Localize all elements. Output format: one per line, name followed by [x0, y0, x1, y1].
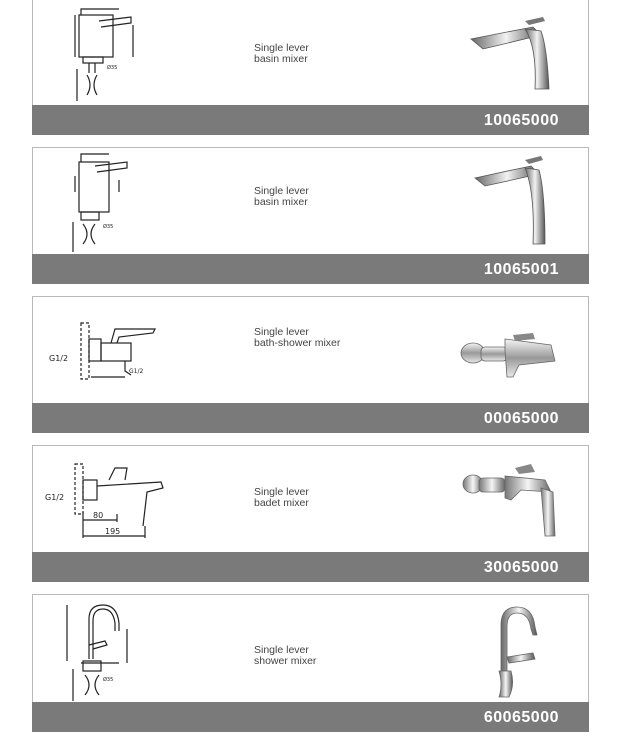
product-card — [32, 296, 589, 433]
dimension-label-80: 80 — [93, 511, 104, 520]
technical-drawing-basin-mixer — [71, 5, 141, 105]
technical-drawing-bath-shower-mixer — [45, 319, 160, 385]
product-description: Single lever bath-shower mixer — [254, 326, 341, 349]
dimension-label: Ø35 — [103, 677, 114, 683]
product-photo — [469, 152, 549, 248]
product-description: Single lever basin mixer — [254, 185, 309, 208]
technical-drawing-bidet-mixer — [41, 460, 171, 540]
dimension-label-195: 195 — [105, 527, 121, 536]
product-photo — [459, 331, 559, 387]
dimension-label-inlet: G1/2 — [49, 354, 69, 363]
product-description: Single lever badet mixer — [254, 486, 309, 509]
dimension-label: Ø35 — [103, 224, 114, 230]
technical-drawing-basin-mixer — [69, 152, 139, 254]
dimension-label-outlet: G1/2 — [129, 368, 144, 375]
dimension-label: Ø35 — [107, 65, 118, 71]
product-photo — [463, 7, 553, 97]
code-bar — [32, 403, 589, 433]
dimension-label-inlet: G1/2 — [45, 493, 65, 502]
product-photo — [485, 601, 545, 701]
code-bar — [32, 105, 589, 135]
product-code: 10065000 — [483, 112, 559, 129]
technical-drawing-shower-mixer — [59, 601, 149, 703]
product-card — [32, 445, 589, 582]
code-bar — [32, 702, 589, 732]
product-code: 60065000 — [483, 709, 559, 726]
product-description: Single lever shower mixer — [254, 644, 317, 667]
code-bar — [32, 254, 589, 284]
product-card — [32, 0, 589, 135]
product-photo — [461, 462, 561, 538]
product-description: Single lever basin mixer — [254, 42, 309, 65]
product-card — [32, 147, 589, 284]
product-code: 10065001 — [483, 261, 559, 278]
product-card — [32, 594, 589, 732]
code-bar — [32, 552, 589, 582]
product-code: 00065000 — [483, 410, 559, 427]
product-code: 30065000 — [483, 559, 559, 576]
